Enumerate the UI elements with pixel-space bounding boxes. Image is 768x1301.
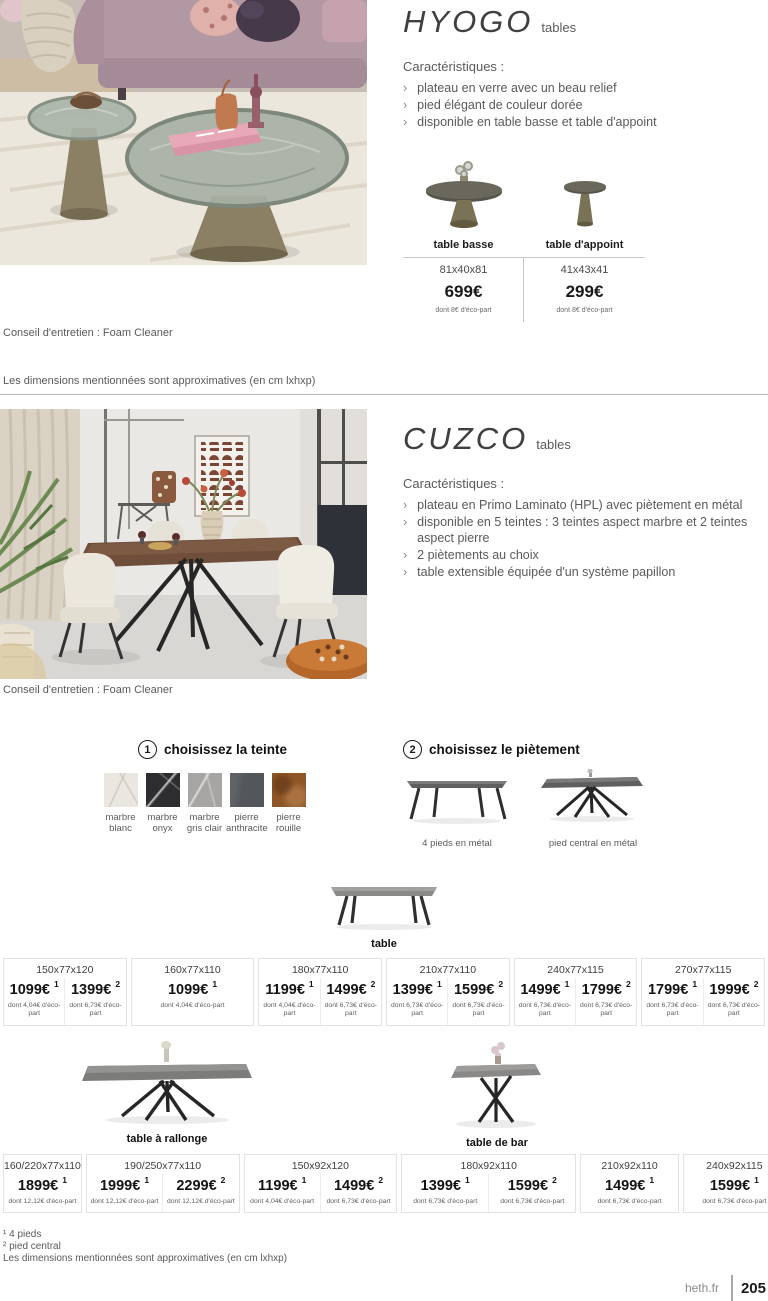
product-eco-note: dont 8€ d'éco-part xyxy=(556,307,613,314)
price-eco-note: dont 6,73€ d'éco-part xyxy=(580,1001,633,1018)
feature-item: › pied élégant de couleur dorée xyxy=(403,98,583,112)
price-value: 1799€ $^1$ xyxy=(647,979,698,998)
option-base-header xyxy=(403,740,675,759)
product-category: tables xyxy=(536,437,571,452)
table-image xyxy=(325,875,443,931)
feature-item: › disponible en table basse et table d'appoint xyxy=(403,115,657,129)
price-group-dimensions: 190/250x77x110 xyxy=(124,1159,202,1172)
price-group-dimensions: 150x77x120 xyxy=(36,964,94,976)
price-value: 1499€ $^2$ xyxy=(333,1174,384,1194)
price-value: 2299€ $^2$ xyxy=(176,1174,226,1194)
table-appoint-image xyxy=(555,162,615,232)
product-column-table-basse xyxy=(403,156,524,322)
base-choice-4-pieds xyxy=(403,769,511,849)
price-eco-note: dont 4,04€ d'éco-part xyxy=(160,1001,225,1009)
price-cell xyxy=(320,1174,396,1212)
price-eco-note: dont 6,73€ d'éco-part xyxy=(69,1001,122,1018)
price-value: 1099€ $^1$ xyxy=(9,979,59,998)
swatch-pierre-rouille xyxy=(268,773,309,834)
price-row-2 xyxy=(0,1154,768,1213)
chevron-bullet-icon: › xyxy=(403,98,408,112)
price-eco-note: dont 6,73€ d'éco-part xyxy=(413,1197,478,1205)
price-cell xyxy=(4,978,64,1025)
price-eco-note: dont 12,12€ d'éco-part xyxy=(90,1197,159,1205)
price-cell xyxy=(575,978,636,1025)
price-group-dimensions: 180x77x110 xyxy=(291,964,349,976)
base-central-image xyxy=(537,769,649,825)
chevron-bullet-icon: › xyxy=(403,565,408,579)
price-group-dimensions: 210x92x110 xyxy=(601,1159,658,1172)
feature-item: › plateau en Primo Laminato (HPL) avec piètement en métal xyxy=(403,498,743,512)
option-tint-label: choisissez la teinte xyxy=(163,742,288,757)
swatch-label: marbre gris clair xyxy=(186,812,223,834)
price-group-210x92x110 xyxy=(580,1154,679,1213)
price-group-180x77x110 xyxy=(258,958,382,1026)
price-cell xyxy=(245,1174,320,1212)
cuzco-title-row xyxy=(403,423,754,454)
price-cell xyxy=(132,978,254,1025)
price-group-dimensions: 150x92x120 xyxy=(291,1159,349,1172)
swatch-color xyxy=(230,773,264,807)
feature-item: › 2 piètements au choix xyxy=(403,548,539,562)
price-group-dimensions: 270x77x115 xyxy=(674,964,732,976)
price-value: 1199€ $^1$ xyxy=(258,1174,307,1194)
care-note: Conseil d'entretien : Foam Cleaner xyxy=(3,684,173,696)
price-eco-note: dont 6,73€ d'éco-part xyxy=(391,1001,444,1018)
price-value: 1099€ $^1$ xyxy=(167,979,218,998)
price-group-240x77x115 xyxy=(514,958,638,1026)
price-eco-note: dont 6,73€ d'éco-part xyxy=(500,1197,565,1205)
product-title: CUZCO xyxy=(403,421,529,456)
footnote-4-pieds: ¹ 4 pieds xyxy=(3,1229,42,1241)
base-choices xyxy=(403,769,675,849)
characteristics-label: Caractéristiques : xyxy=(403,476,505,491)
hyogo-product-table xyxy=(403,156,645,322)
product-dimensions: 81x40x81 xyxy=(439,264,488,276)
chevron-bullet-icon: › xyxy=(403,515,408,529)
price-eco-note: dont 6,73€ d'éco-part xyxy=(707,1001,761,1018)
price-cell xyxy=(320,978,381,1025)
base-choice-label: 4 pieds en métal xyxy=(422,838,492,849)
price-value: 1799€ $^2$ xyxy=(581,979,631,998)
price-group-dimensions: 180x92x110 xyxy=(460,1159,517,1172)
price-group-dimensions: 240x92x115 xyxy=(706,1159,763,1172)
bar-figure-label: table de bar xyxy=(466,1136,528,1149)
characteristics-label: Caractéristiques : xyxy=(403,59,505,74)
price-value: 1999€ $^2$ xyxy=(709,979,759,998)
cuzco-feature-list xyxy=(403,497,754,580)
price-eco-note: dont 6,73€ d'éco-part xyxy=(452,1001,505,1018)
product-details xyxy=(403,257,524,322)
price-group-180x92x110 xyxy=(401,1154,576,1213)
rallonge-figure-label: table à rallonge xyxy=(126,1132,208,1145)
product-price: 299€ xyxy=(565,282,604,301)
care-note: Conseil d'entretien : Foam Cleaner xyxy=(3,327,173,339)
product-title: HYOGO xyxy=(403,4,534,39)
price-cell xyxy=(515,978,575,1025)
swatch-color xyxy=(104,773,138,807)
swatch-marbre-gris-clair xyxy=(184,773,225,834)
section-divider xyxy=(0,394,768,395)
cuzco-info xyxy=(367,409,768,679)
hyogo-info xyxy=(367,0,768,322)
table-figure-label: table xyxy=(371,938,397,950)
price-eco-note: dont 6,73€ d'éco-part xyxy=(326,1197,391,1205)
feature-item: › disponible en 5 teintes : 3 teintes aspect marbre et 2 teintes aspect pierre xyxy=(403,515,748,545)
base-choice-label: pied central en métal xyxy=(548,838,638,849)
swatch-label: pierre rouille xyxy=(275,812,302,834)
price-cell xyxy=(684,1174,768,1212)
swatch-label: marbre onyx xyxy=(147,812,178,834)
rallonge-figure xyxy=(72,1038,262,1146)
price-cell xyxy=(581,1174,678,1212)
price-cell xyxy=(703,978,764,1025)
product-price: 699€ xyxy=(444,282,483,301)
page-footer xyxy=(0,1275,768,1301)
price-value: 1399€ $^1$ xyxy=(420,1174,470,1194)
price-cell xyxy=(447,978,508,1025)
hyogo-feature-list xyxy=(403,80,754,130)
price-eco-note: dont 6,73€ d'éco-part xyxy=(518,1001,572,1018)
price-value: 1499€ $^1$ xyxy=(520,979,570,998)
cuzco-section xyxy=(0,409,768,679)
price-cell xyxy=(64,978,125,1025)
product-details xyxy=(523,257,645,322)
price-eco-note: dont 6,73€ d'éco-part xyxy=(702,1197,767,1205)
price-eco-note: dont 4,04€ d'éco-part xyxy=(263,1001,316,1018)
dimensions-note: Les dimensions mentionnées sont approximatives (en cm lxhxp) xyxy=(3,375,316,387)
base-choice-pied-central xyxy=(537,769,649,849)
option-tint xyxy=(100,740,325,849)
price-group-160x77x110 xyxy=(131,958,255,1026)
price-value: 1599€ $^1$ xyxy=(709,1174,759,1194)
footnote-pied-central: ² pied central xyxy=(3,1241,61,1253)
dimensions-note: Les dimensions mentionnées sont approximatives (en cm lxhxp) xyxy=(3,1253,288,1265)
feature-item: › table extensible équipée d'un système papillon xyxy=(403,565,676,579)
price-eco-note: dont 6,73€ d'éco-part xyxy=(324,1001,378,1018)
price-value: 1899€ $^1$ xyxy=(17,1174,67,1194)
swatch-marbre-onyx xyxy=(142,773,183,834)
price-cell xyxy=(488,1174,575,1212)
price-row-1 xyxy=(0,958,768,1026)
footer-divider xyxy=(731,1275,733,1301)
table-bar-image xyxy=(439,1038,555,1130)
base-4-legs-image xyxy=(403,769,511,825)
table-basse-image xyxy=(418,158,510,232)
product-name: table d'appoint xyxy=(545,239,624,251)
cuzco-photo xyxy=(0,409,367,679)
price-group-240x92x115 xyxy=(683,1154,768,1213)
price-value: 1499€ $^1$ xyxy=(605,1174,655,1194)
swatch-label: pierre anthracite xyxy=(226,812,268,834)
swatch-pierre-anthracite xyxy=(226,773,267,834)
price-group-dimensions: 210x77x110 xyxy=(419,964,477,976)
hyogo-photo xyxy=(0,0,367,322)
price-cell xyxy=(4,1174,81,1212)
step-number-badge: 1 xyxy=(138,740,157,759)
price-group-270x77x115 xyxy=(641,958,765,1026)
product-dimensions: 41x43x41 xyxy=(560,264,609,276)
swatch-color xyxy=(188,773,222,807)
price-value: 1399€ $^2$ xyxy=(70,979,121,998)
price-group-210x77x110 xyxy=(386,958,510,1026)
price-value: 1499€ $^2$ xyxy=(326,979,376,998)
price-group-150x92x120 xyxy=(244,1154,398,1213)
chevron-bullet-icon: › xyxy=(403,498,408,512)
price-eco-note: dont 6,73€ d'éco-part xyxy=(597,1197,662,1205)
swatch-label: marbre blanc xyxy=(105,812,136,834)
footnotes xyxy=(3,1229,768,1265)
option-base-label: choisissez le piètement xyxy=(429,742,580,757)
price-cell xyxy=(87,1174,162,1212)
price-eco-note: dont 12,12€ d'éco-part xyxy=(166,1197,235,1205)
options-row xyxy=(0,740,768,849)
chevron-bullet-icon: › xyxy=(403,81,408,95)
price-eco-note: dont 4,04€ d'éco-part xyxy=(8,1001,61,1018)
chevron-bullet-icon: › xyxy=(403,115,408,129)
website-url: heth.fr xyxy=(684,1281,719,1296)
swatch-color xyxy=(272,773,306,807)
hyogo-lifestyle-image xyxy=(0,0,367,265)
price-eco-note: dont 4,04€ d'éco-part xyxy=(250,1197,315,1205)
price-value: 1999€ $^1$ xyxy=(99,1174,150,1194)
chevron-bullet-icon: › xyxy=(403,548,408,562)
hyogo-section xyxy=(0,0,768,322)
tint-swatches xyxy=(100,773,325,834)
product-column-table-appoint xyxy=(524,156,645,322)
hyogo-title-row xyxy=(403,6,754,37)
price-cell xyxy=(387,978,447,1025)
variant-figures-row xyxy=(0,1038,768,1149)
price-cell xyxy=(402,1174,488,1212)
price-cell xyxy=(259,978,319,1025)
price-group-160-220x77x110 xyxy=(3,1154,82,1213)
option-base xyxy=(403,740,675,849)
cuzco-lifestyle-image xyxy=(0,409,367,679)
product-eco-note: dont 8€ d'éco-part xyxy=(435,307,492,314)
product-category: tables xyxy=(541,20,577,35)
price-value: 1599€ $^2$ xyxy=(453,979,504,998)
product-name: table basse xyxy=(433,239,494,251)
price-cell xyxy=(162,1174,238,1212)
swatch-marbre-blanc xyxy=(100,773,141,834)
table-rallonge-image xyxy=(78,1038,256,1126)
price-cell xyxy=(642,978,702,1025)
option-tint-header xyxy=(100,740,325,759)
swatch-color xyxy=(146,773,180,807)
price-eco-note: dont 12,12€ d'éco-part xyxy=(8,1197,77,1205)
table-figure xyxy=(0,875,768,950)
price-group-190-250x77x110 xyxy=(86,1154,240,1213)
price-group-150x77x120 xyxy=(3,958,127,1026)
price-group-dimensions: 160/220x77x110 xyxy=(4,1159,81,1172)
bar-figure xyxy=(427,1038,567,1149)
price-value: 1399€ $^1$ xyxy=(392,979,442,998)
price-group-dimensions: 160x77x110 xyxy=(164,964,221,976)
step-number-badge: 2 xyxy=(403,740,422,759)
price-group-dimensions: 240x77x115 xyxy=(547,964,604,976)
feature-item: › plateau en verre avec un beau relief xyxy=(403,81,617,95)
price-eco-note: dont 6,73€ d'éco-part xyxy=(646,1001,699,1018)
price-value: 1199€ $^1$ xyxy=(265,979,314,998)
price-value: 1599€ $^2$ xyxy=(507,1174,557,1194)
page-number: 205 xyxy=(740,1279,766,1297)
